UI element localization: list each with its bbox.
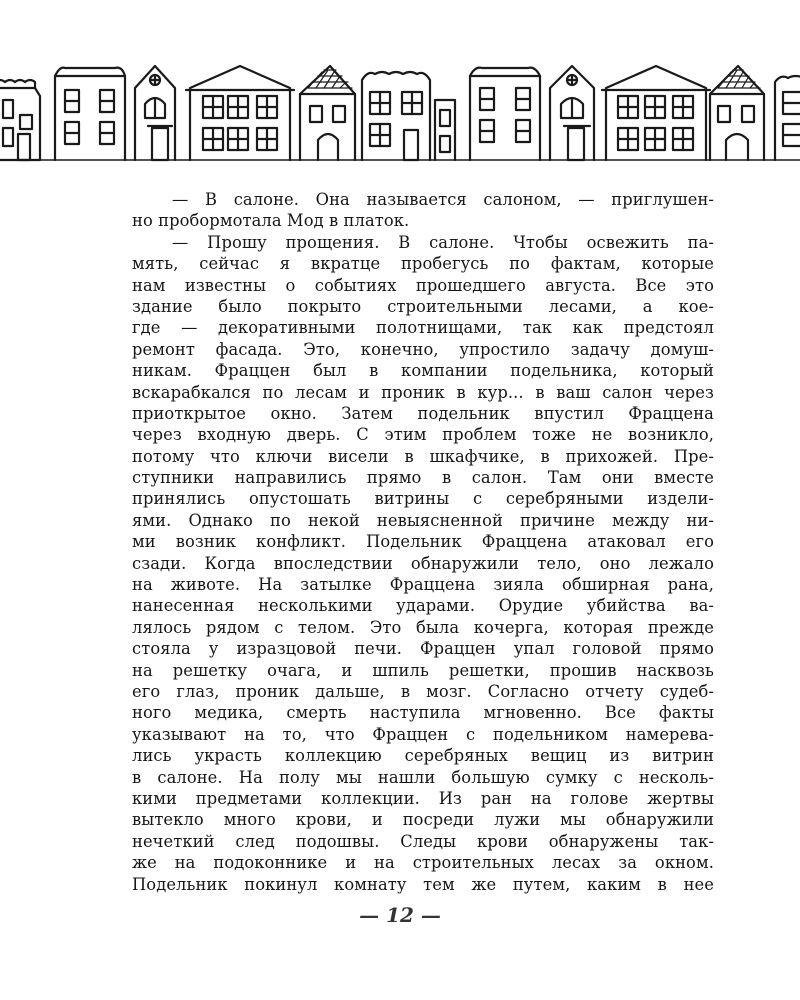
text-line: принялись опустошать витрины с серебряными издели- <box>132 489 714 509</box>
text-line: ного медика, смерть наступила мгновенно. Все факты <box>132 703 714 723</box>
text-line: через входную дверь. С этим проблем тоже не возникло, <box>132 425 714 445</box>
house-3 <box>135 66 175 160</box>
text-line: — В салоне. Она называется салоном, — приглушен- <box>172 190 714 209</box>
text-line: нанесенная несколькими ударами. Орудие убийства ва- <box>132 596 714 616</box>
text-line: же на подоконнике и на строительных лесах за окном. <box>132 853 714 873</box>
text-line: где — декоративными полотнищами, так как предстоял <box>132 318 714 338</box>
house-12 <box>775 76 800 160</box>
text-line: но пробормотала Мод в платок. <box>132 211 410 231</box>
text-line: никам. Фраццен был в компании подельника, который <box>132 361 714 381</box>
text-line: стояла у изразцовой печи. Фраццен упал головой прямо <box>132 639 714 659</box>
house-9 <box>550 66 594 160</box>
text-line: Подельник покинул комнату тем же путем, каким в нее <box>132 874 714 894</box>
text-line: на животе. На затылке Фраццена зияла обширная рана, <box>132 575 714 595</box>
text-line: потому что ключи висели в шкафчике, в прихожей. Пре- <box>132 446 714 466</box>
body-text <box>132 189 714 895</box>
text-line: вскарабкался по лесам и проник в кур... в ваш салон через <box>132 382 714 402</box>
text-line: его глаз, проник дальше, в мозг. Согласно отчету судеб- <box>132 681 714 701</box>
house-5 <box>300 66 355 160</box>
text-line: мять, сейчас я вкратце пробегусь по фактам, которые <box>132 254 714 274</box>
text-line: сзади. Когда впоследствии обнаружили тело, оно лежало <box>132 553 714 573</box>
text-line: — Прошу прощения. В салоне. Чтобы освежить па- <box>172 232 714 252</box>
text-line: приоткрытое окно. Затем подельник впустил Фраццена <box>132 403 714 423</box>
text-line: ремонт фасада. Это, конечно, упростило задачу домуш- <box>132 339 714 359</box>
text-line: указывают на то, что Фраццен с подельником намерева- <box>132 724 714 744</box>
house-10 <box>602 66 710 160</box>
house-2 <box>55 68 125 160</box>
house-6 <box>362 72 430 160</box>
text-line: лялось рядом с телом. Это была кочерга, которая прежде <box>132 617 714 637</box>
text-line: ями. Однако по некой невыясненной причине между ни- <box>132 510 714 530</box>
house-8 <box>470 68 540 160</box>
house-11 <box>710 66 764 160</box>
page-number: — 12 — <box>359 903 441 927</box>
text-line: кими предметами коллекции. Из ран на голове жертвы <box>132 788 714 808</box>
house-4 <box>186 66 294 160</box>
house-border-illustration <box>0 60 800 170</box>
text-line: ступники направились прямо в салон. Там они вместе <box>132 468 714 488</box>
text-line: нечеткий след подошвы. Следы крови обнаружены так- <box>132 831 714 851</box>
text-line: лись украсть коллекцию серебряных вещиц из витрин <box>132 746 714 766</box>
text-line: здание было покрыто строительными лесами, а кое- <box>132 296 714 316</box>
house-1 <box>0 80 40 160</box>
text-line: на решетку очага, и шпиль решетки, прошив насквозь <box>132 660 714 680</box>
text-line: вытекло много крови, и посреди лужи мы обнаружили <box>132 810 714 830</box>
text-line: нам известны о событиях прошедшего августа. Все это <box>132 275 714 295</box>
house-7 <box>435 100 455 160</box>
text-line: ми возник конфликт. Подельник Фраццена атаковал его <box>132 532 714 552</box>
text-line: в салоне. На полу мы нашли большую сумку с несколь- <box>132 767 714 787</box>
